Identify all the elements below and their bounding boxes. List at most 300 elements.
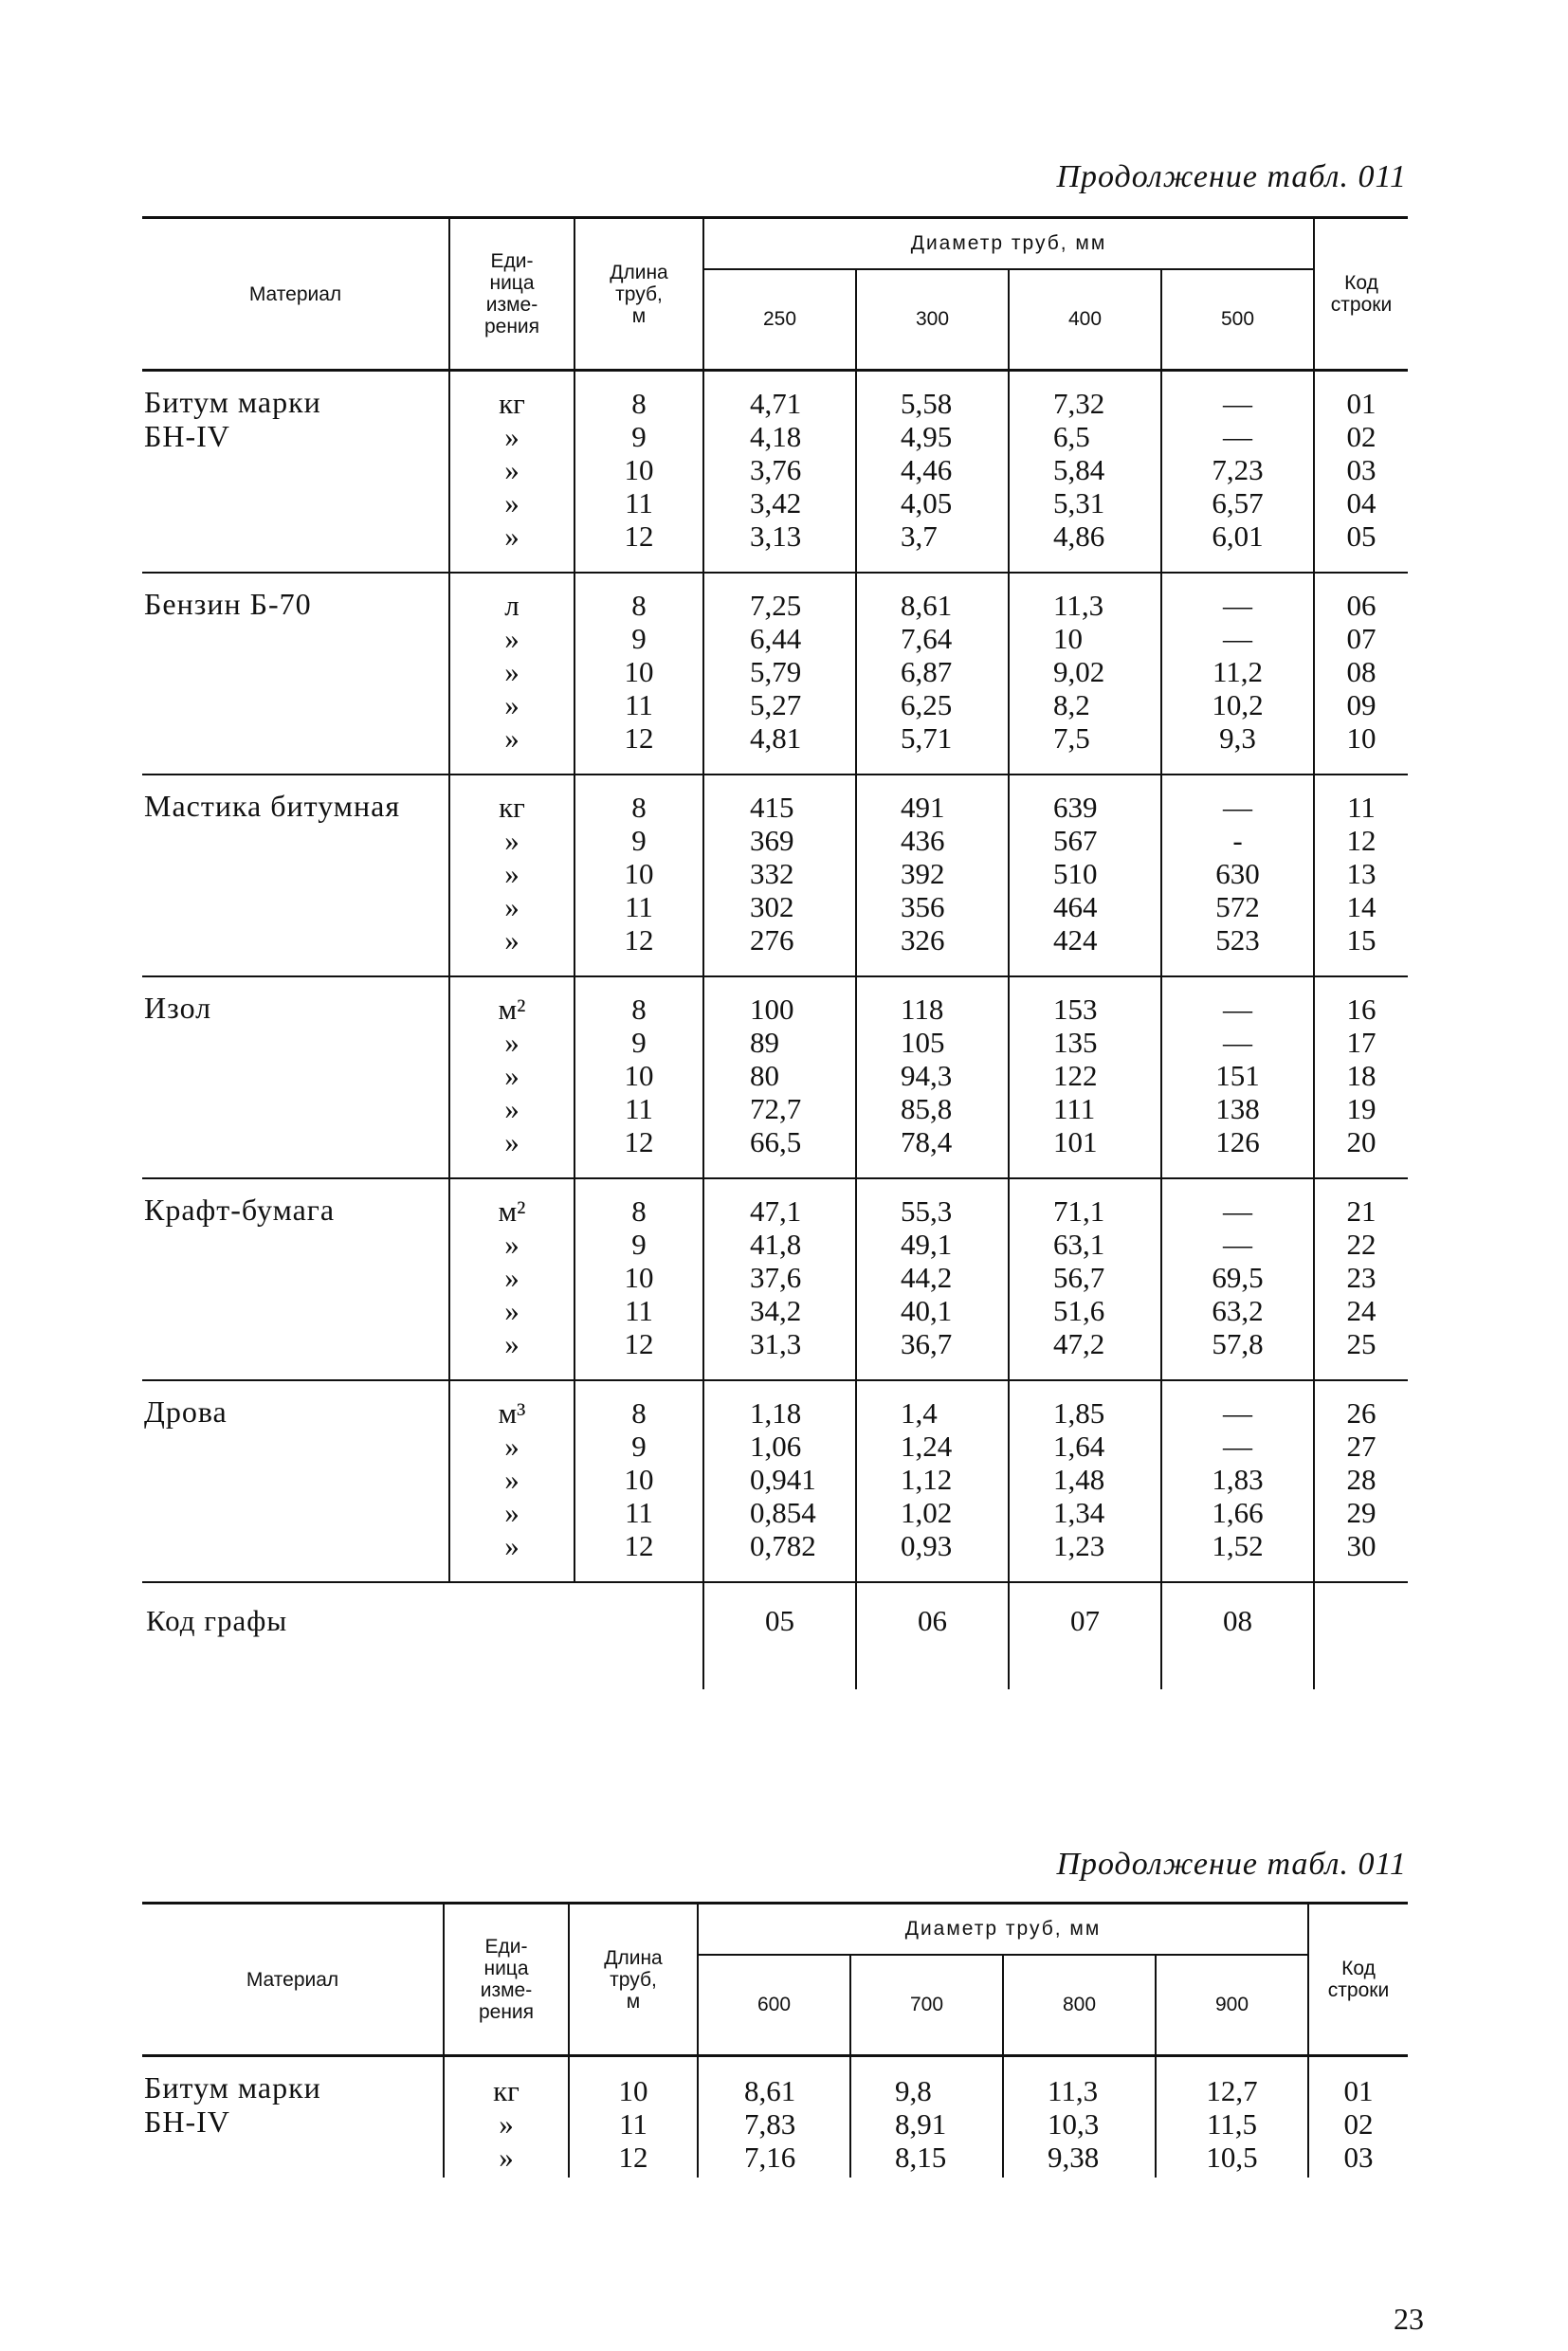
length-value: 8: [631, 589, 647, 622]
material-group-row: [142, 1380, 1408, 1582]
diameter-value: 464: [1053, 890, 1098, 923]
row-code-cell: [1308, 2056, 1408, 2178]
diameter-value-cell: [1161, 573, 1314, 775]
row-code: 19: [1346, 1092, 1377, 1125]
footer-code: 07: [1009, 1582, 1161, 1689]
diameter-value-cell: [1009, 775, 1161, 976]
unit-value: »: [504, 1026, 520, 1059]
diameter-value: 0,93: [901, 1529, 953, 1562]
diameter-value: —: [1223, 993, 1252, 1026]
length-value: 8: [631, 791, 647, 824]
diameter-value-cell: [698, 2056, 850, 2178]
header-code: Код строки: [1314, 218, 1408, 371]
diameter-value: 523: [1215, 923, 1260, 957]
footer-code: 05: [703, 1582, 856, 1689]
material-cell: [142, 371, 449, 574]
diameter-value: 47,2: [1053, 1327, 1105, 1360]
unit-value: »: [504, 1261, 520, 1294]
header-diameter-500: 500: [1161, 269, 1314, 371]
material-cell: [142, 976, 449, 1178]
diameter-value: 369: [750, 824, 794, 857]
diameter-value: 1,12: [901, 1463, 953, 1496]
unit-value-cell: [449, 1178, 574, 1380]
diameter-value: 71,1: [1053, 1194, 1105, 1228]
length-value: 11: [625, 486, 653, 519]
row-code: 07: [1346, 622, 1377, 655]
diameter-value: 510: [1053, 857, 1098, 890]
length-value: 8: [631, 1396, 647, 1430]
diameter-value: 7,25: [750, 589, 802, 622]
length-value: 12: [624, 923, 654, 957]
length-value-cell: [574, 371, 703, 574]
diameter-value: 630: [1215, 857, 1260, 890]
diameter-value: 6,01: [1212, 519, 1264, 553]
row-code: 30: [1346, 1529, 1377, 1562]
diameter-value: 1,23: [1053, 1529, 1105, 1562]
diameter-value-cell: [1009, 1380, 1161, 1582]
header-material: Материал: [142, 218, 449, 371]
diameter-value: 10,3: [1048, 2107, 1100, 2141]
length-value: 10: [624, 1059, 654, 1092]
length-value: 11: [625, 1294, 653, 1327]
diameter-value: 0,782: [750, 1529, 816, 1562]
row-code: 20: [1346, 1125, 1377, 1158]
diameter-value: —: [1223, 387, 1252, 420]
diameter-value: 1,85: [1053, 1396, 1105, 1430]
diameter-value: 491: [901, 791, 945, 824]
diameter-value-cell: [1161, 976, 1314, 1178]
diameter-value: 567: [1053, 824, 1098, 857]
length-value-cell: [569, 2056, 698, 2178]
diameter-value: 1,18: [750, 1396, 802, 1430]
diameter-value: 3,42: [750, 486, 802, 519]
diameter-value: 11,3: [1048, 2074, 1099, 2107]
diameter-value: 80: [750, 1059, 779, 1092]
diameter-value: 5,27: [750, 688, 802, 721]
diameter-value-cell: [856, 573, 1009, 775]
diameter-value: 4,95: [901, 420, 953, 453]
diameter-value: 10,5: [1206, 2141, 1258, 2174]
row-code: 02: [1343, 2107, 1374, 2141]
row-code: 01: [1343, 2074, 1374, 2107]
diameter-value-cell: [856, 1178, 1009, 1380]
unit-value-cell: [449, 573, 574, 775]
unit-value: »: [504, 622, 520, 655]
length-value: 9: [631, 824, 647, 857]
diameter-value-cell: [856, 1380, 1009, 1582]
header-diameter: Диаметр труб, мм: [703, 218, 1314, 269]
diameter-value: 5,84: [1053, 453, 1105, 486]
row-code-cell: [1314, 573, 1408, 775]
diameter-value-cell: [1161, 1178, 1314, 1380]
row-code: 05: [1346, 519, 1377, 553]
diameter-value: 138: [1215, 1092, 1260, 1125]
unit-value: »: [504, 688, 520, 721]
length-value: 10: [624, 453, 654, 486]
row-code: 13: [1346, 857, 1377, 890]
unit-value: м²: [498, 993, 526, 1026]
length-value: 10: [624, 1261, 654, 1294]
diameter-value: 41,8: [750, 1228, 802, 1261]
diameter-value: 85,8: [901, 1092, 953, 1125]
diameter-value: 12,7: [1206, 2074, 1258, 2107]
unit-value: »: [504, 1092, 520, 1125]
diameter-value: 639: [1053, 791, 1098, 824]
diameter-value: 63,1: [1053, 1228, 1105, 1261]
row-code: 12: [1346, 824, 1377, 857]
diameter-value: 11,5: [1206, 2107, 1258, 2141]
header-material: Материал: [142, 1904, 444, 2056]
diameter-value: 5,71: [901, 721, 953, 755]
diameter-value-cell: [856, 371, 1009, 574]
unit-value: »: [504, 721, 520, 755]
length-value: 12: [624, 519, 654, 553]
unit-value: »: [504, 890, 520, 923]
unit-value: »: [504, 824, 520, 857]
length-value: 10: [624, 1463, 654, 1496]
diameter-value: 276: [750, 923, 794, 957]
length-value: 9: [631, 420, 647, 453]
diameter-value-cell: [703, 1178, 856, 1380]
page-number: 23: [1394, 2302, 1424, 2336]
unit-value: »: [504, 923, 520, 957]
diameter-value: —: [1223, 1194, 1252, 1228]
unit-value: »: [504, 1228, 520, 1261]
length-value: 9: [631, 1228, 647, 1261]
diameter-value: 57,8: [1212, 1327, 1264, 1360]
diameter-value: 72,7: [750, 1092, 802, 1125]
diameter-value: 101: [1053, 1125, 1098, 1158]
unit-value: »: [499, 2141, 514, 2174]
diameter-value: 1,52: [1212, 1529, 1264, 1562]
diameter-value: 1,64: [1053, 1430, 1105, 1463]
diameter-value-cell: [1003, 2056, 1156, 2178]
header-length: Длина труб, м: [574, 218, 703, 371]
diameter-value: 1,66: [1212, 1496, 1264, 1529]
row-code: 23: [1346, 1261, 1377, 1294]
material-group-row: [142, 573, 1408, 775]
unit-value: »: [504, 1430, 520, 1463]
diameter-value: 44,2: [901, 1261, 953, 1294]
material-name: Мастика битумная: [144, 789, 401, 823]
diameter-value: 302: [750, 890, 794, 923]
row-code: 22: [1346, 1228, 1377, 1261]
header-diameter-400: 400: [1009, 269, 1161, 371]
diameter-value-cell: [1009, 1178, 1161, 1380]
diameter-value: 1,34: [1053, 1496, 1105, 1529]
diameter-value: 78,4: [901, 1125, 953, 1158]
unit-value-cell: [449, 1380, 574, 1582]
length-value: 11: [625, 1092, 653, 1125]
diameter-value-cell: [703, 573, 856, 775]
diameter-value: 1,48: [1053, 1463, 1105, 1496]
diameter-value: 9,3: [1219, 721, 1256, 755]
unit-value: »: [504, 1529, 520, 1562]
footer-code: 06: [856, 1582, 1009, 1689]
diameter-value: 1,06: [750, 1430, 802, 1463]
material-group-row: [142, 371, 1408, 574]
diameter-value: 436: [901, 824, 945, 857]
length-value: 11: [625, 890, 653, 923]
diameter-value: 51,6: [1053, 1294, 1105, 1327]
diameter-value: 415: [750, 791, 794, 824]
diameter-value: 94,3: [901, 1059, 953, 1092]
diameter-value-cell: [1161, 1380, 1314, 1582]
table-caption: Продолжение табл. 011: [1056, 159, 1407, 194]
diameter-value: 5,79: [750, 655, 802, 688]
row-code-cell: [1314, 1178, 1408, 1380]
diameter-value: 7,23: [1212, 453, 1264, 486]
unit-value: »: [504, 1463, 520, 1496]
header-diameter-900: 900: [1156, 1955, 1308, 2056]
diameter-value: 4,46: [901, 453, 953, 486]
length-value: 9: [631, 1430, 647, 1463]
diameter-value: 3,7: [901, 519, 938, 553]
row-code: 24: [1346, 1294, 1377, 1327]
diameter-value: 1,02: [901, 1496, 953, 1529]
diameter-value: —: [1223, 420, 1252, 453]
diameter-value: 7,32: [1053, 387, 1105, 420]
length-value-cell: [574, 1178, 703, 1380]
diameter-value: 4,05: [901, 486, 953, 519]
header-diameter: Диаметр труб, мм: [698, 1904, 1308, 1955]
unit-value: »: [499, 2107, 514, 2141]
diameter-value: 9,02: [1053, 655, 1105, 688]
length-value-cell: [574, 573, 703, 775]
diameter-value: —: [1223, 1026, 1252, 1059]
row-code: 01: [1346, 387, 1377, 420]
material-cell: [142, 775, 449, 976]
diameter-value-cell: [703, 976, 856, 1178]
row-code: 15: [1346, 923, 1377, 957]
diameter-value: —: [1223, 589, 1252, 622]
length-value: 12: [624, 1125, 654, 1158]
diameter-value: 34,2: [750, 1294, 802, 1327]
unit-value: кг: [493, 2074, 520, 2107]
length-value-cell: [574, 1380, 703, 1582]
diameter-value: 10: [1053, 622, 1083, 655]
diameter-value: 122: [1053, 1059, 1098, 1092]
diameter-value: 11,2: [1212, 655, 1264, 688]
row-code: 02: [1346, 420, 1377, 453]
diameter-value: 47,1: [750, 1194, 802, 1228]
material-name: Крафт-бумага: [144, 1193, 336, 1227]
row-code: 10: [1346, 721, 1377, 755]
length-value: 8: [631, 387, 647, 420]
unit-value: »: [504, 1294, 520, 1327]
diameter-value: 55,3: [901, 1194, 953, 1228]
diameter-value: 3,13: [750, 519, 802, 553]
row-code: 18: [1346, 1059, 1377, 1092]
diameter-value: 126: [1215, 1125, 1260, 1158]
footer-code: 08: [1161, 1582, 1314, 1689]
diameter-value: 105: [901, 1026, 945, 1059]
diameter-value: 332: [750, 857, 794, 890]
diameter-value: 8,15: [895, 2141, 947, 2174]
diameter-value: 4,18: [750, 420, 802, 453]
length-value: 8: [631, 1194, 647, 1228]
length-value: 12: [624, 721, 654, 755]
diameter-value: 63,2: [1212, 1294, 1264, 1327]
length-value: 8: [631, 993, 647, 1026]
row-code: 06: [1346, 589, 1377, 622]
row-code: 29: [1346, 1496, 1377, 1529]
diameter-value: 7,5: [1053, 721, 1090, 755]
diameter-value: 8,2: [1053, 688, 1090, 721]
length-value: 12: [624, 1529, 654, 1562]
row-code: 08: [1346, 655, 1377, 688]
material-name: Битум марки БН-IV: [144, 385, 321, 453]
diameter-value-cell: [1009, 573, 1161, 775]
diameter-value: 151: [1215, 1059, 1260, 1092]
diameter-value: 7,16: [744, 2141, 796, 2174]
diameter-value: 6,25: [901, 688, 953, 721]
diameter-value: 4,71: [750, 387, 802, 420]
row-code: 09: [1346, 688, 1377, 721]
unit-value: »: [504, 857, 520, 890]
header-diameter-300: 300: [856, 269, 1009, 371]
unit-value: кг: [499, 791, 525, 824]
diameter-value: 1,4: [901, 1396, 938, 1430]
diameter-value: 7,64: [901, 622, 953, 655]
diameter-value: —: [1223, 1396, 1252, 1430]
table-caption: Продолжение табл. 011: [1056, 1847, 1407, 1882]
diameter-value: 424: [1053, 923, 1098, 957]
length-value: 11: [625, 688, 653, 721]
material-cell: [142, 1380, 449, 1582]
row-code: 14: [1346, 890, 1377, 923]
diameter-value: 3,76: [750, 453, 802, 486]
diameter-value: 6,5: [1053, 420, 1090, 453]
diameter-value: 37,6: [750, 1261, 802, 1294]
unit-value-cell: [449, 371, 574, 574]
diameter-value-cell: [703, 1380, 856, 1582]
diameter-value: 40,1: [901, 1294, 953, 1327]
diameter-value-cell: [1161, 775, 1314, 976]
unit-value: »: [504, 486, 520, 519]
diameter-value: 56,7: [1053, 1261, 1105, 1294]
material-name: Бензин Б-70: [144, 587, 312, 621]
unit-value: м³: [498, 1396, 526, 1430]
diameter-value-cell: [703, 371, 856, 574]
material-cell: [142, 573, 449, 775]
material-name: Изол: [144, 991, 212, 1025]
row-code: 04: [1346, 486, 1377, 519]
diameter-value: 326: [901, 923, 945, 957]
material-group-row: [142, 2056, 1408, 2178]
length-value: 11: [619, 2107, 647, 2141]
row-code: 16: [1346, 993, 1377, 1026]
unit-value: »: [504, 1059, 520, 1092]
diameter-value: 392: [901, 857, 945, 890]
unit-value: »: [504, 1327, 520, 1360]
diameter-value: 11,3: [1053, 589, 1104, 622]
header-unit: Еди- ница изме- рения: [444, 1904, 569, 2056]
material-group-row: [142, 976, 1408, 1178]
diameter-value: 66,5: [750, 1125, 802, 1158]
diameter-value: 100: [750, 993, 794, 1026]
diameter-value: 6,57: [1212, 486, 1264, 519]
diameter-value: 49,1: [901, 1228, 953, 1261]
diameter-value: 135: [1053, 1026, 1098, 1059]
row-code-cell: [1314, 775, 1408, 976]
row-code: 11: [1347, 791, 1376, 824]
diameter-value: 8,61: [744, 2074, 796, 2107]
footer-empty: [1314, 1582, 1408, 1689]
diameter-value-cell: [1009, 976, 1161, 1178]
unit-value-cell: [449, 775, 574, 976]
header-unit: Еди- ница изме- рения: [449, 218, 574, 371]
row-code: 26: [1346, 1396, 1377, 1430]
unit-value-cell: [449, 976, 574, 1178]
diameter-value-cell: [856, 775, 1009, 976]
diameter-value: 1,24: [901, 1430, 953, 1463]
diameter-value: 6,87: [901, 655, 953, 688]
length-value: 9: [631, 1026, 647, 1059]
unit-value: м²: [498, 1194, 526, 1228]
diameter-value: —: [1223, 622, 1252, 655]
diameter-value: 1,83: [1212, 1463, 1264, 1496]
diameter-value: 0,941: [750, 1463, 816, 1496]
diameter-value: 9,38: [1048, 2141, 1100, 2174]
diameter-value: 153: [1053, 993, 1098, 1026]
unit-value: кг: [499, 387, 525, 420]
length-value: 12: [624, 1327, 654, 1360]
row-code: 25: [1346, 1327, 1377, 1360]
diameter-value-cell: [1156, 2056, 1308, 2178]
row-code: 17: [1346, 1026, 1377, 1059]
header-diameter-800: 800: [1003, 1955, 1156, 2056]
row-code: 28: [1346, 1463, 1377, 1496]
row-code: 21: [1346, 1194, 1377, 1228]
diameter-value-cell: [856, 976, 1009, 1178]
diameter-value: -: [1232, 824, 1243, 857]
diameter-value: 6,44: [750, 622, 802, 655]
diameter-value: —: [1223, 791, 1252, 824]
unit-value: »: [504, 1496, 520, 1529]
length-value: 11: [625, 1496, 653, 1529]
unit-value: »: [504, 655, 520, 688]
diameter-value: 69,5: [1212, 1261, 1264, 1294]
diameter-value: 36,7: [901, 1327, 953, 1360]
material-group-row: [142, 1178, 1408, 1380]
length-value: 10: [624, 655, 654, 688]
diameter-value: 31,3: [750, 1327, 802, 1360]
diameter-value: 89: [750, 1026, 779, 1059]
length-value-cell: [574, 976, 703, 1178]
length-value: 9: [631, 622, 647, 655]
diameter-value-cell: [1009, 371, 1161, 574]
diameter-value: 10,2: [1212, 688, 1264, 721]
material-name: Битум марки БН-IV: [144, 2070, 321, 2139]
diameter-value: 5,31: [1053, 486, 1105, 519]
row-code-cell: [1314, 371, 1408, 574]
row-code: 27: [1346, 1430, 1377, 1463]
materials-table-1: [142, 216, 1408, 1689]
header-diameter-700: 700: [850, 1955, 1003, 2056]
header-length: Длина труб, м: [569, 1904, 698, 2056]
diameter-value-cell: [703, 775, 856, 976]
footer-label: Код графы: [142, 1582, 703, 1689]
diameter-value: 572: [1215, 890, 1260, 923]
unit-value: »: [504, 420, 520, 453]
diameter-value: —: [1223, 1228, 1252, 1261]
materials-table-2: [142, 1902, 1408, 2178]
material-name: Дрова: [144, 1394, 228, 1429]
unit-value: »: [504, 519, 520, 553]
diameter-value: 4,86: [1053, 519, 1105, 553]
length-value: 10: [618, 2074, 648, 2107]
